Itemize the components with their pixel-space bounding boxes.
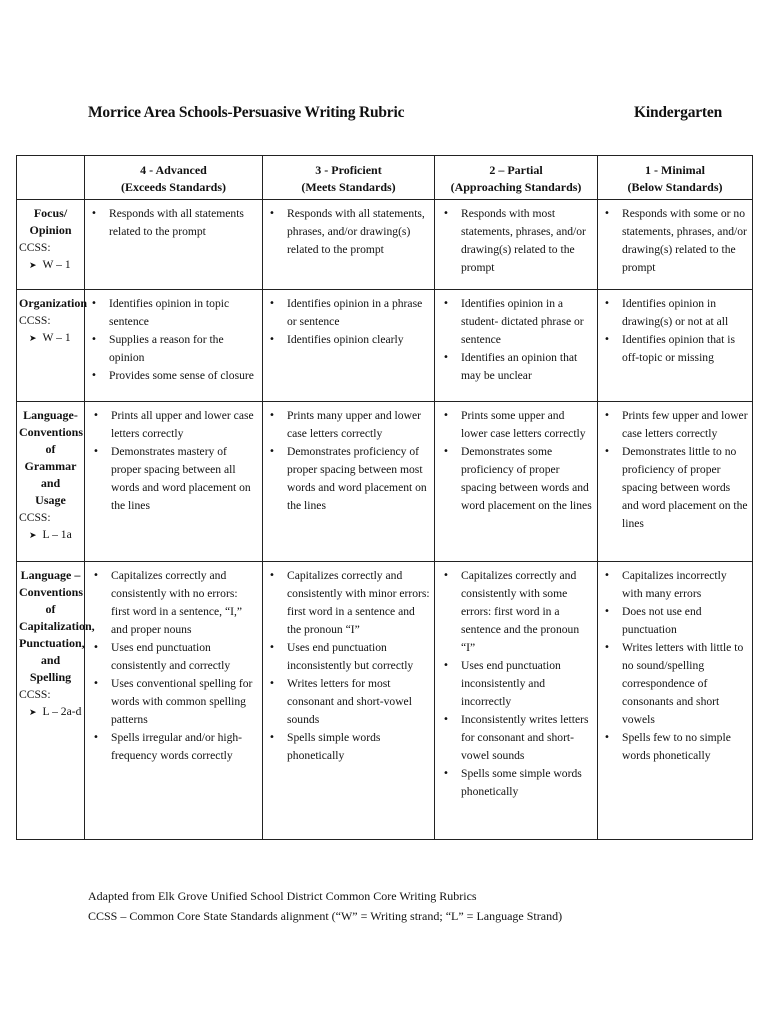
row-header <box>17 290 85 402</box>
list-item: • Inconsistently writes letters for consonant and short-vowel sounds <box>435 711 593 765</box>
list-item: • Does not use end punctuation <box>598 603 748 639</box>
column-header <box>85 156 263 200</box>
list-item: • Spells some simple words phonetically <box>435 765 593 801</box>
list-item: • Spells simple words phonetically <box>263 729 430 765</box>
list-item: • Identifies opinion clearly <box>263 331 430 349</box>
list-item: • Identifies opinion that is off-topic or missing <box>598 331 748 367</box>
list-item: • Prints few upper and lower case letters correctly <box>598 407 748 443</box>
list-item: • Identifies opinion in a phrase or sentence <box>263 295 430 331</box>
row-header <box>17 402 85 562</box>
criteria-cell <box>598 402 753 562</box>
criteria-cell <box>435 562 598 840</box>
list-item: • Demonstrates proficiency of proper spacing between most words and word placement on the lines <box>263 443 430 515</box>
criteria-cell <box>85 402 263 562</box>
list-item: • Demonstrates little to no proficiency of proper spacing between words and word placement on the lines <box>598 443 748 533</box>
category-label: Grammar and <box>24 459 77 490</box>
standard-code: ➤ W – 1 <box>29 331 71 344</box>
category-label: Opinion <box>29 223 72 237</box>
criteria-cell <box>85 200 263 290</box>
list-item: • Capitalizes correctly and consistently with no errors: first word in a sentence, “I,” and proper nouns <box>85 567 258 639</box>
level-label: 3 - Proficient <box>315 163 382 177</box>
ccss-label: CCSS: <box>19 688 51 701</box>
list-item: • Capitalizes correctly and consistently with some errors: first word in a sentence and the pronoun “I” <box>435 567 593 657</box>
standard-label: (Meets Standards) <box>301 180 396 194</box>
criteria-cell <box>263 290 435 402</box>
level-label: 4 - Advanced <box>140 163 207 177</box>
category-label: Spelling <box>29 670 72 684</box>
page-title: Morrice Area Schools-Persuasive Writing Rubric <box>88 104 405 121</box>
criteria-cell <box>263 402 435 562</box>
list-item: • Responds with most statements, phrases, and/or drawing(s) related to the prompt <box>435 205 593 277</box>
list-item: • Identifies opinion in topic sentence <box>85 295 258 331</box>
header-row <box>17 156 753 200</box>
standard-code: ➤ W – 1 <box>29 258 71 271</box>
category-label: Capitalization, <box>19 619 95 633</box>
list-item: • Uses end punctuation consistently and correctly <box>85 639 258 675</box>
level-label: 1 - Minimal <box>645 163 705 177</box>
list-item: • Capitalizes correctly and consistently with minor errors: first word in a sentence and the pronoun “I” <box>263 567 430 639</box>
row-header <box>17 562 95 840</box>
column-header <box>263 156 435 200</box>
standard-label: (Exceeds Standards) <box>120 180 226 194</box>
corner-cell <box>17 156 85 200</box>
criteria-cell <box>598 562 753 840</box>
level-label: 2 – Partial <box>489 163 543 177</box>
column-header <box>435 156 598 200</box>
criteria-cell <box>435 290 598 402</box>
criteria-cell <box>598 290 753 402</box>
ccss-label: CCSS: <box>19 314 51 327</box>
criteria-cell <box>85 562 263 840</box>
standard-label: (Below Standards) <box>627 180 723 194</box>
table-row <box>17 562 753 840</box>
list-item: • Uses end punctuation inconsistently but correctly <box>263 639 430 675</box>
standard-label: (Approaching Standards) <box>450 180 582 194</box>
list-item: • Demonstrates mastery of proper spacing between all words and word placement on the lines <box>85 443 258 515</box>
list-item: • Prints many upper and lower case letters correctly <box>263 407 430 443</box>
rubric-table <box>16 155 753 840</box>
list-item: • Uses end punctuation inconsistently and incorrectly <box>435 657 593 711</box>
table-row <box>17 290 753 402</box>
list-item: • Supplies a reason for the opinion <box>85 331 258 367</box>
list-item: • Writes letters with little to no sound/spelling correspondence of consonants and short vowels <box>598 639 748 729</box>
standard-code: ➤ L – 2a-d <box>29 705 82 718</box>
list-item: • Identifies an opinion that may be unclear <box>435 349 593 385</box>
footer-notes <box>88 886 562 926</box>
list-item: • Responds with all statements, phrases, and/or drawing(s) related to the prompt <box>263 205 430 259</box>
ccss-label: CCSS: <box>19 511 51 524</box>
category-label: Conventions of <box>19 585 84 616</box>
list-item: • Provides some sense of closure <box>85 367 258 385</box>
criteria-cell <box>435 402 598 562</box>
category-label: Usage <box>35 493 66 507</box>
category-label: and <box>40 653 61 667</box>
category-label: Language – <box>20 568 81 582</box>
arrow-bullet-icon: ➤ <box>29 708 37 718</box>
category-label: Punctuation, <box>19 636 85 650</box>
source-note: Adapted from Elk Grove Unified School District Common Core Writing Rubrics <box>88 889 477 903</box>
list-item: • Writes letters for most consonant and short-vowel sounds <box>263 675 430 729</box>
criteria-cell <box>263 562 435 840</box>
standard-code: ➤ L – 1a <box>29 528 72 541</box>
column-header <box>598 156 753 200</box>
table-row <box>17 402 753 562</box>
row-header <box>17 200 85 290</box>
criteria-cell <box>263 200 435 290</box>
list-item: • Capitalizes incorrectly with many errors <box>598 567 748 603</box>
category-label: Conventions of <box>19 425 84 456</box>
list-item: • Identifies opinion in a student- dictated phrase or sentence <box>435 295 593 349</box>
arrow-bullet-icon: ➤ <box>29 334 37 344</box>
list-item: • Identifies opinion in drawing(s) or not at all <box>598 295 748 331</box>
list-item: • Demonstrates some proficiency of proper spacing between words and word placement on the lines <box>435 443 593 515</box>
category-label: Focus/ <box>33 206 68 220</box>
ccss-note: CCSS – Common Core State Standards alignment (“W” = Writing strand; “L” = Language Strand) <box>88 909 563 923</box>
list-item: • Prints some upper and lower case letters correctly <box>435 407 593 443</box>
criteria-cell <box>85 290 263 402</box>
category-label: Language- <box>23 408 78 422</box>
arrow-bullet-icon: ➤ <box>29 261 37 271</box>
list-item: • Prints all upper and lower case letters correctly <box>85 407 258 443</box>
grade-level: Kindergarten <box>633 104 722 121</box>
criteria-cell <box>598 200 753 290</box>
list-item: • Responds with all statements related to the prompt <box>85 205 258 241</box>
category-label: Organization <box>19 296 87 310</box>
list-item: • Spells few to no simple words phonetically <box>598 729 748 765</box>
document-header <box>88 104 724 122</box>
arrow-bullet-icon: ➤ <box>29 531 37 541</box>
table-row <box>17 200 753 290</box>
ccss-label: CCSS: <box>19 241 51 254</box>
criteria-cell <box>435 200 598 290</box>
list-item: • Responds with some or no statements, phrases, and/or drawing(s) related to the prompt <box>598 205 748 277</box>
list-item: • Uses conventional spelling for words with common spelling patterns <box>85 675 258 729</box>
list-item: • Spells irregular and/or high-frequency words correctly <box>85 729 258 765</box>
